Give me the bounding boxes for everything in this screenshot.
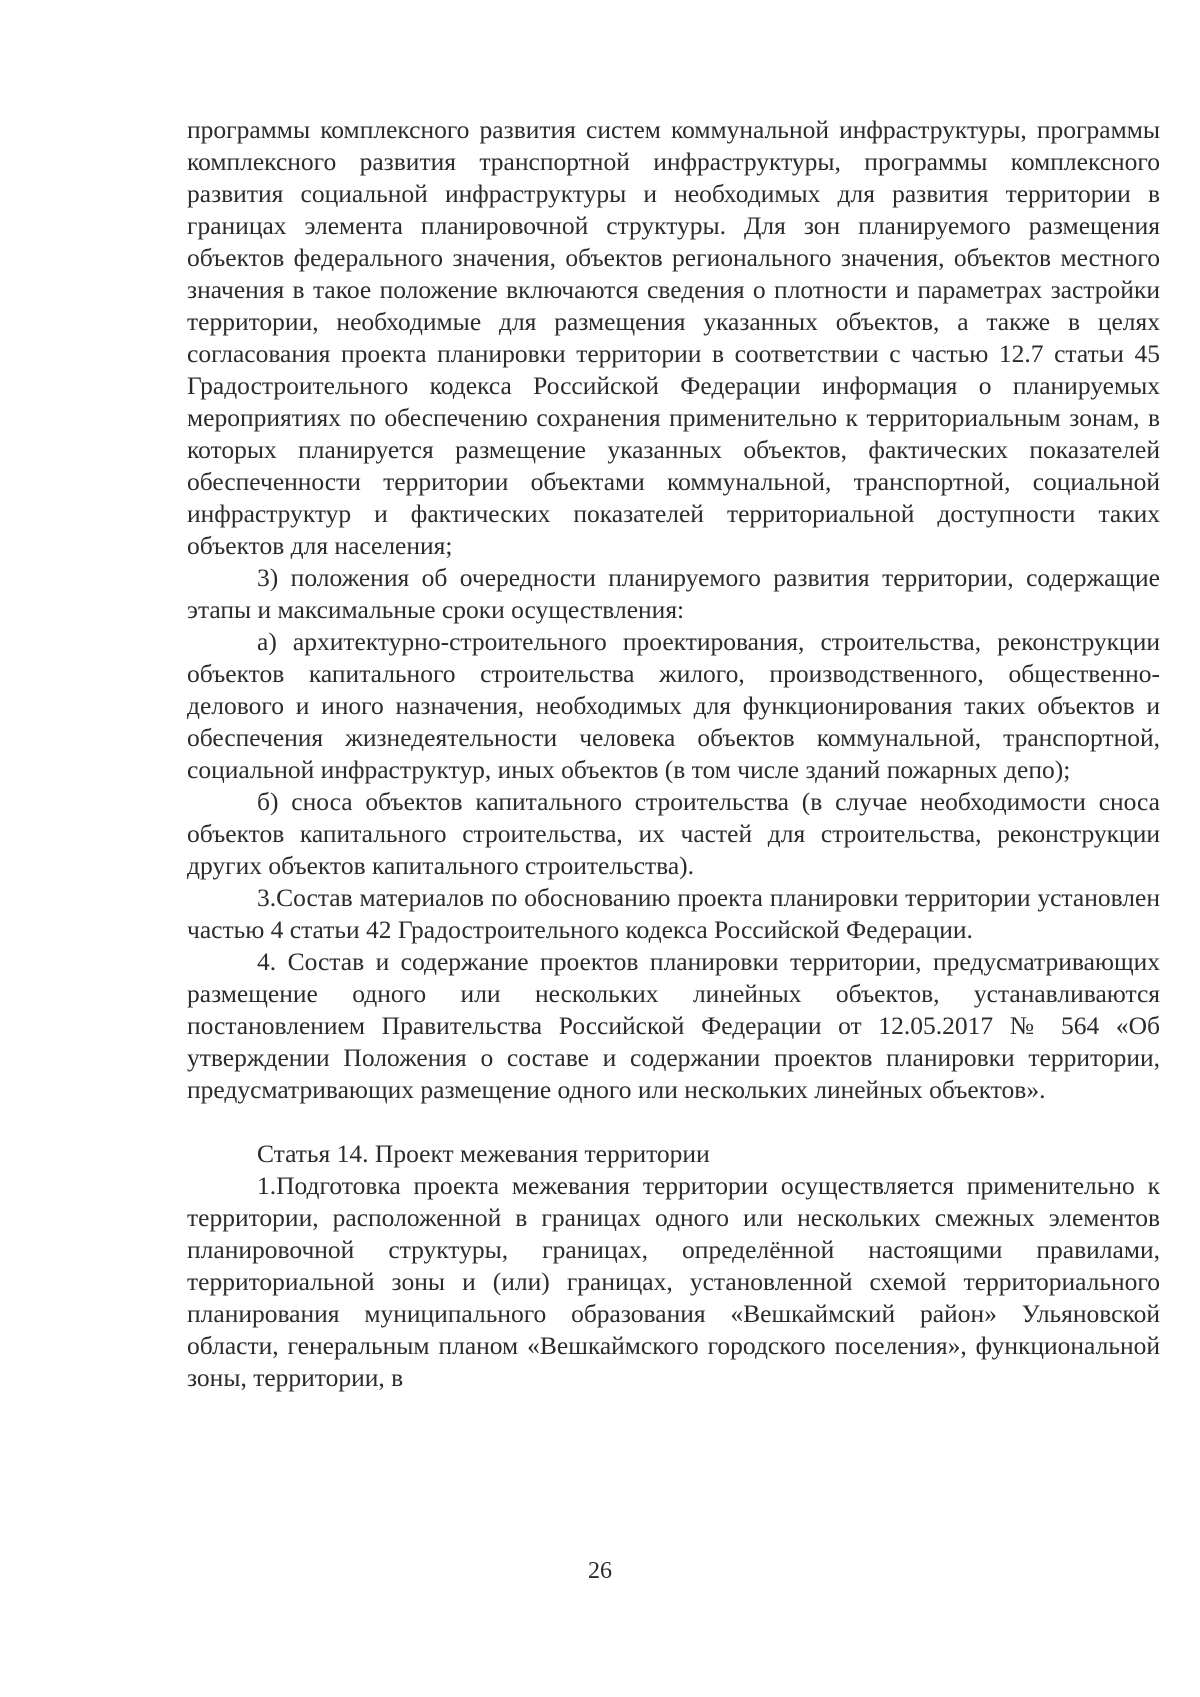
paragraph-continuation: программы комплексного развития систем коммунальной инфраструктуры, программы комплексного развития транспортной инфраструктуры, программы комплексного развития социальной инфраструктуры и необходимых для развития территории в границах элемента планировочной структуры. Для зон планируемого размещения объектов федерального значения, объектов регионального значения, объектов местного значения в такое положение включаются сведения о плотности и параметрах застройки территории, необходимые для размещения указанных объектов, а также в целях согласования проекта планировки территории в соответствии с частью 12.7 статьи 45 Градостроительного кодекса Российской Федерации информация о планируемых мероприятиях по обеспечению сохранения применительно к территориальным зонам, в которых планируется размещение указанных объектов, фактических показателей обеспеченности территории объектами коммунальной, транспортной, социальной инфраструктур и фактических показателей территориальной доступности таких объектов для населения; [187,115,1160,560]
article-paragraph-1: 1.Подготовка проекта межевания территории осуществляется применительно к территории, расположенной в границах одного или нескольких смежных элементов планировочной структуры, границах, определённой настоящими правилами, территориальной зоны и (или) границах, установленной схемой территориального планирования муниципального образования «Вешкаймский район» Ульяновской области, генеральным планом «Вешкаймского городского поселения», функциональной зоны, территории, в [187,1171,1160,1392]
document-body [187,114,1160,1394]
paragraph-point-4: 4. Состав и содержание проектов планировки территории, предусматривающих размещение одного или нескольких линейных объектов, устанавливаются постановлением Правительства Российской Федерации от 12.05.2017 № 564 «Об утверждении Положения о составе и содержании проектов планировки территории, предусматривающих размещение одного или нескольких линейных объектов». [187,947,1160,1104]
paragraph-item-3: 3) положения об очередности планируемого развития территории, содержащие этапы и максимальные сроки осуществления: [187,563,1160,624]
article-heading: Статья 14. Проект межевания территории [257,1139,710,1168]
page-number: 26 [588,1558,612,1584]
paragraph-subitem-b: б) сноса объектов капитального строительства (в случае необходимости сноса объектов капитального строительства, их частей для строительства, реконструкции других объектов капитального строительства). [187,787,1160,880]
paragraph-point-3: 3.Состав материалов по обоснованию проекта планировки территории установлен частью 4 статьи 42 Градостроительного кодекса Российской Федерации. [187,883,1160,944]
section-gap [187,1106,1160,1138]
paragraph-subitem-a: а) архитектурно-строительного проектирования, строительства, реконструкции объектов капитального строительства жилого, производственного, общественно-делового и иного назначения, необходимых для функционирования таких объектов и обеспечения жизнедеятельности человека объектов коммунальной, транспортной, социальной инфраструктур, иных объектов (в том числе зданий пожарных депо); [187,627,1160,784]
